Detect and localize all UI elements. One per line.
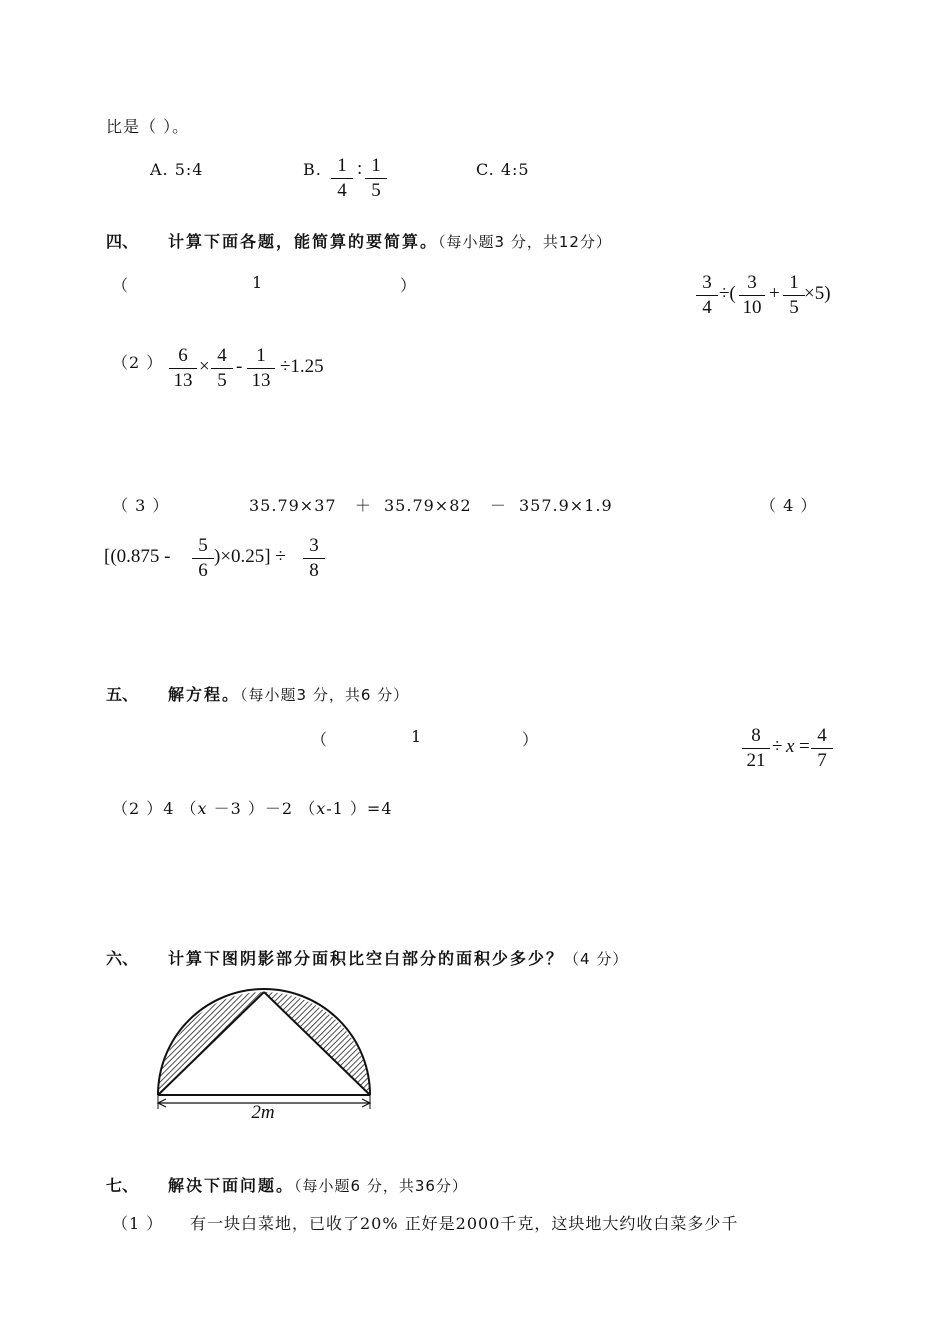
section-5-title [168,682,409,705]
s4-p2-times: × [199,356,210,377]
section-4-title [168,229,612,252]
numerator: 3 [702,272,712,293]
section-5-title-text: 解方程。 [168,685,241,704]
s4-p4-label: （ 4 ） [760,496,818,515]
section-6-number: 六、 [106,949,139,968]
denominator: 4 [702,297,712,318]
s5-p1-fraction-4-7 [810,726,834,771]
s5-p1-div: ÷ [772,736,783,757]
option-a: A. 5:4 [150,160,204,179]
option-b-fraction-2 [364,156,388,201]
s5-p1-x: x [786,736,795,757]
section-7-number: 七、 [106,1176,139,1195]
section-4-note: （每小题3 分，共12分） [438,233,612,251]
s4-p4-mid: )×0.25] ÷ [214,546,286,567]
s5-p1-close: ） [522,730,540,749]
s5-p2-equation [112,796,393,819]
section-5-number: 五、 [106,685,139,704]
numerator: 3 [309,535,319,556]
denominator: 10 [742,297,762,318]
s5-p1-open: （ [311,730,329,749]
semicircle-figure [150,984,380,1124]
diameter-label: 2m [251,1102,275,1123]
s4-p1-open: （ [112,276,130,295]
denominator: 4 [337,180,347,201]
denominator: 6 [198,560,208,581]
s4-p1-fraction-1-5 [782,273,806,318]
denominator: 7 [817,750,827,771]
s5-p1-fraction-8-21 [741,726,771,771]
section-6-note: （4 分） [564,950,629,968]
s4-p2-tail: ÷1.25 [280,356,324,377]
numerator: 6 [178,345,188,366]
denominator: 8 [309,560,319,581]
s5-p2-x1: x [197,799,208,818]
s4-p1-number: 1 [252,273,264,292]
section-5-note: （每小题3 分，共6 分） [240,686,410,704]
section-4-title-text: 计算下面各题，能简算的要简算。 [168,232,439,251]
s4-p3-label: （ 3 ） [112,496,170,515]
section-4-number: 四、 [106,232,139,251]
s4-p4-head: [(0.875 - [104,546,171,567]
s4-p2-label: （2 ） [112,353,164,372]
s4-p1-div: ÷( [719,283,736,304]
s4-p3-expression: 35.79×37 ＋ 35.79×82 － 357.9×1.9 [249,496,613,515]
section-6-title-text: 计算下图阴影部分面积比空白部分的面积少多少？ [168,949,565,968]
denominator: 5 [217,370,227,391]
s4-p4-fraction-3-8 [302,536,326,581]
s5-p2-x2: x [316,799,327,818]
s5-p2-mid: －3 ）－2 （ [207,799,317,818]
s4-p1-fraction-3-4 [695,273,719,318]
numerator: 4 [817,725,827,746]
s4-p2-minus: - [236,356,243,377]
denominator: 21 [746,750,766,771]
s4-p1-fraction-3-10 [738,273,766,318]
option-b-fraction-1 [330,156,354,201]
s5-p1-eq: = [799,736,810,757]
section-7-note: （每小题6 分，共36分） [294,1177,468,1195]
numerator: 1 [337,155,347,176]
numerator: 1 [789,272,799,293]
section-6-title [168,946,628,969]
semicircle-diagram [150,984,380,1124]
s4-p4-fraction-5-6 [191,536,215,581]
q3-tail-text: 比是（ ）。 [106,117,190,136]
s5-p2-label: （2 ）4 （ [112,799,198,818]
numerator: 4 [217,345,227,366]
section-7-title-text: 解决下面问题。 [168,1176,295,1195]
numerator: 1 [256,345,266,366]
s7-p1-label: （1 ） [112,1214,164,1233]
option-b-label: B. [303,160,322,179]
s5-p1-number: 1 [411,727,423,746]
option-b-colon: : [357,158,363,179]
denominator: 5 [789,297,799,318]
s4-p2-fraction-1-13 [246,346,276,391]
numerator: 8 [751,725,761,746]
s4-p1-tail: ×5) [804,283,831,304]
numerator: 3 [747,272,757,293]
s7-p1-text: 有一块白菜地，已收了20% 正好是2000千克，这块地大约收白菜多少千 [190,1214,739,1233]
s4-p2-fraction-4-5 [210,346,234,391]
denominator: 13 [251,370,271,391]
denominator: 5 [371,180,381,201]
s4-p1-plus: + [769,283,780,304]
option-c: C. 4:5 [476,160,530,179]
numerator: 1 [371,155,381,176]
s4-p1-close: ） [400,276,418,295]
s4-p2-fraction-6-13 [168,346,198,391]
numerator: 5 [198,535,208,556]
section-7-title [168,1173,468,1196]
s5-p2-tail: -1 ）=4 [326,799,393,818]
denominator: 13 [173,370,193,391]
